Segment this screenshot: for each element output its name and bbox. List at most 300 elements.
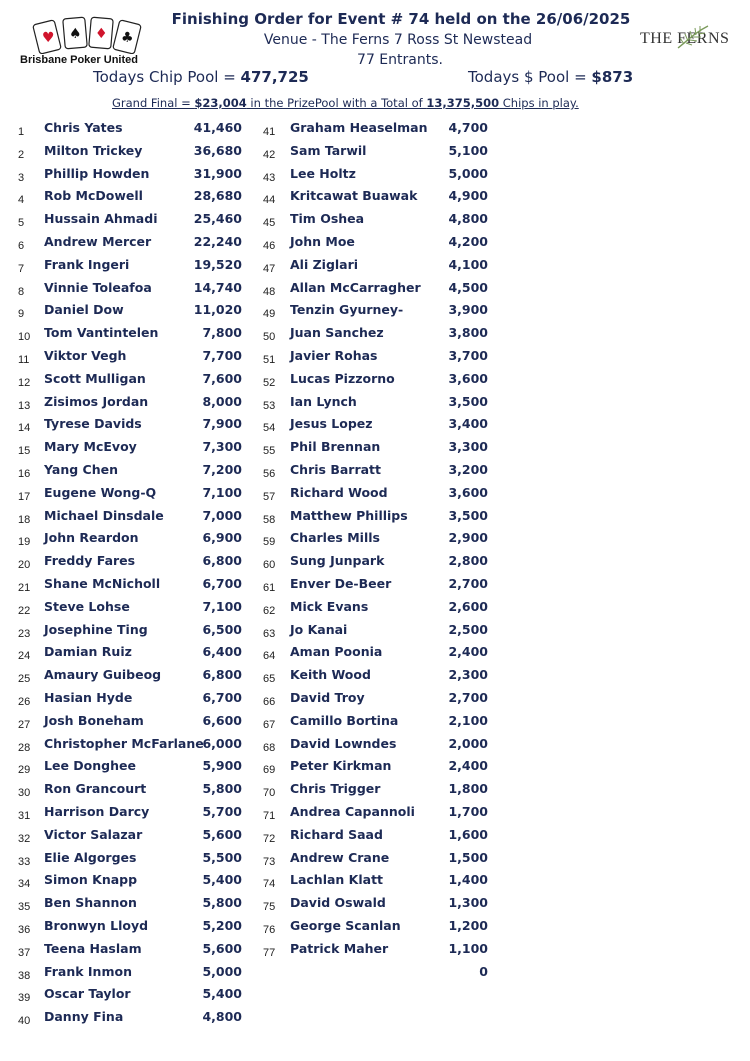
result-name: Lee Donghee — [44, 758, 136, 774]
result-name: Teena Haslam — [44, 940, 142, 956]
result-name: Javier Rohas — [290, 348, 378, 363]
result-row — [263, 280, 495, 302]
result-row — [18, 599, 248, 621]
result-name: Sung Junpark — [290, 553, 385, 569]
result-position: 51 — [263, 354, 276, 366]
result-chips: 3,700 — [448, 348, 488, 363]
result-name: Phillip Howden — [44, 165, 150, 181]
result-row — [263, 918, 495, 940]
result-row — [263, 302, 495, 324]
result-name: David Oswald — [290, 895, 386, 911]
result-position: 36 — [18, 924, 31, 936]
result-row — [18, 667, 248, 689]
result-name: Ben Shannon — [44, 895, 137, 911]
result-name: Mary McEvoy — [44, 439, 137, 455]
result-chips: 31,900 — [193, 165, 242, 181]
result-name: Camillo Bortina — [290, 712, 399, 728]
svg-text:♠: ♠ — [69, 26, 82, 42]
grand-final-line — [112, 96, 579, 110]
entrants-count: 77 Entrants. — [357, 52, 443, 68]
result-name: Mick Evans — [290, 598, 369, 614]
result-name: Frank Inmon — [44, 963, 132, 979]
result-row — [18, 325, 248, 347]
result-position: 23 — [18, 627, 31, 640]
result-chips: 1,600 — [448, 826, 488, 842]
result-position: 29 — [18, 764, 31, 777]
result-position: 71 — [263, 810, 276, 822]
chip-pool-label: Todays Chip Pool = — [93, 68, 241, 86]
result-name: George Scanlan — [290, 918, 401, 933]
playing-cards-icon — [28, 14, 148, 54]
result-name: Lucas Pizzorno — [290, 370, 395, 386]
result-row — [18, 508, 248, 530]
result-chips: 2,700 — [448, 576, 488, 591]
result-position: 57 — [263, 490, 276, 503]
result-chips: 1,700 — [448, 804, 488, 819]
result-name: Richard Saad — [290, 826, 383, 842]
result-position: 1 — [18, 126, 25, 138]
result-position: 70 — [263, 787, 276, 800]
result-row — [263, 188, 495, 210]
result-chips: 3,500 — [448, 507, 488, 523]
result-position: 37 — [18, 946, 31, 959]
result-row — [263, 804, 495, 826]
result-position: 69 — [263, 764, 276, 777]
result-chips: 2,500 — [448, 621, 488, 637]
result-row — [263, 576, 495, 598]
grand-final-chips: 13,375,500 — [426, 96, 500, 110]
result-chips: 41,460 — [193, 120, 242, 135]
result-row — [263, 827, 495, 849]
result-chips: 7,800 — [202, 325, 242, 341]
svg-text:♣: ♣ — [121, 30, 134, 46]
result-name: Christopher McFarlane — [44, 735, 204, 751]
result-row — [18, 257, 248, 279]
result-row — [263, 964, 495, 986]
result-name: Jesus Lopez — [290, 416, 373, 432]
result-row — [18, 416, 248, 438]
result-chips: 4,500 — [448, 279, 488, 295]
result-name: Josh Boneham — [44, 712, 144, 728]
venue-logo — [640, 30, 740, 54]
result-chips: 6,900 — [202, 530, 242, 546]
result-position: 25 — [18, 673, 31, 686]
result-name: Sam Tarwil — [290, 142, 367, 158]
result-position: 19 — [18, 536, 31, 549]
result-name: Scott Mulligan — [44, 370, 146, 386]
result-name: Bronwyn Lloyd — [44, 918, 149, 933]
result-name: Yang Chen — [44, 462, 118, 477]
svg-text:♦: ♦ — [95, 26, 108, 42]
result-chips: 5,500 — [202, 849, 242, 865]
result-row — [263, 758, 495, 780]
result-chips: 5,000 — [202, 963, 242, 979]
result-row — [18, 166, 248, 188]
result-position: 45 — [263, 217, 276, 230]
result-row — [263, 599, 495, 621]
result-row — [18, 280, 248, 302]
result-name: Tom Vantintelen — [44, 325, 159, 341]
result-name: Milton Trickey — [44, 142, 143, 158]
result-chips: 3,900 — [448, 302, 488, 318]
result-chips: 5,000 — [448, 165, 488, 181]
result-row — [18, 485, 248, 507]
result-chips: 5,800 — [202, 895, 242, 911]
result-chips: 2,900 — [448, 530, 488, 546]
result-chips: 3,800 — [448, 325, 488, 341]
result-chips: 4,700 — [448, 120, 488, 135]
result-name: Frank Ingeri — [44, 256, 130, 272]
result-chips: 5,700 — [202, 804, 242, 819]
result-chips: 6,700 — [202, 576, 242, 591]
result-name: Ali Ziglari — [290, 256, 359, 272]
result-row — [263, 234, 495, 256]
result-row — [263, 872, 495, 894]
result-row — [263, 143, 495, 165]
result-row — [18, 964, 248, 986]
result-chips: 2,700 — [448, 690, 488, 705]
result-position: 64 — [263, 650, 276, 663]
result-chips: 2,100 — [448, 712, 488, 728]
result-position: 31 — [18, 810, 31, 822]
result-position: 40 — [18, 1015, 31, 1028]
result-chips: 14,740 — [193, 279, 242, 295]
result-chips: 3,200 — [448, 462, 488, 477]
result-position: 44 — [263, 194, 276, 207]
result-name: Andrew Crane — [290, 849, 390, 865]
result-name: Victor Salazar — [44, 826, 143, 842]
result-row — [263, 120, 495, 142]
result-chips: 1,400 — [448, 872, 488, 888]
result-name: Andrew Mercer — [44, 234, 152, 249]
result-row — [18, 713, 248, 735]
result-chips: 7,100 — [202, 484, 242, 500]
result-chips: 3,600 — [448, 370, 488, 386]
result-name: Graham Heaselman — [290, 120, 428, 135]
result-row — [18, 918, 248, 940]
result-chips: 4,800 — [448, 211, 488, 227]
result-position: 60 — [263, 559, 276, 572]
result-chips: 3,300 — [448, 439, 488, 455]
result-name: Ian Lynch — [290, 393, 357, 409]
result-position: 13 — [18, 399, 31, 412]
result-name: Shane McNicholl — [44, 576, 161, 591]
result-chips: 19,520 — [193, 256, 242, 272]
result-name: Rob McDowell — [44, 188, 143, 204]
result-name: Hasian Hyde — [44, 690, 133, 705]
result-position: 52 — [263, 376, 276, 389]
result-name: Richard Wood — [290, 484, 388, 500]
result-row — [263, 644, 495, 666]
result-chips: 7,900 — [202, 416, 242, 432]
result-row — [18, 850, 248, 872]
result-row — [263, 781, 495, 803]
cash-pool-value: $873 — [591, 68, 634, 86]
result-row — [263, 257, 495, 279]
result-chips: 3,400 — [448, 416, 488, 432]
result-chips: 2,300 — [448, 667, 488, 683]
result-name: Patrick Maher — [290, 940, 389, 956]
result-name: Vinnie Toleafoa — [44, 279, 152, 295]
result-name: Harrison Darcy — [44, 804, 150, 819]
result-name: Tenzin Gyurney- — [290, 302, 404, 318]
result-position: 16 — [18, 468, 31, 480]
result-name: John Reardon — [44, 530, 139, 546]
cash-pool-label: Todays $ Pool = — [468, 68, 592, 86]
result-chips: 6,600 — [202, 712, 242, 728]
result-chips: 22,240 — [193, 234, 242, 249]
result-position: 54 — [263, 422, 276, 435]
venue-line: Venue - The Ferns 7 Ross St Newstead — [263, 32, 533, 48]
result-chips: 5,600 — [202, 826, 242, 842]
result-chips: 1,300 — [448, 895, 488, 911]
result-position: 53 — [263, 399, 276, 412]
result-row — [18, 758, 248, 780]
result-chips: 1,500 — [448, 849, 488, 865]
svg-text:♥: ♥ — [42, 30, 55, 46]
grand-final-suffix: Chips in play. — [499, 96, 579, 110]
result-name: Damian Ruiz — [44, 644, 132, 660]
chip-pool — [93, 68, 309, 86]
result-chips: 7,000 — [202, 507, 242, 523]
result-position: 18 — [18, 513, 31, 526]
result-position: 14 — [18, 422, 31, 435]
club-name: Brisbane Poker United — [20, 54, 138, 66]
result-position: 39 — [18, 992, 31, 1005]
result-name: Tim Oshea — [290, 211, 365, 227]
result-row — [263, 690, 495, 712]
result-row — [263, 895, 495, 917]
result-position: 62 — [263, 604, 276, 617]
result-chips: 4,800 — [202, 1009, 242, 1025]
page-title: Finishing Order for Event # 74 held on the 26/06/2025 — [171, 10, 631, 28]
result-position: 32 — [18, 832, 31, 845]
result-row — [18, 394, 248, 416]
result-row — [263, 439, 495, 461]
result-row — [263, 553, 495, 575]
result-row — [263, 530, 495, 552]
result-row — [18, 439, 248, 461]
result-position: 15 — [18, 445, 31, 458]
result-chips: 11,020 — [193, 302, 242, 318]
result-position: 28 — [18, 741, 31, 754]
result-chips: 7,100 — [202, 598, 242, 614]
result-row — [263, 485, 495, 507]
result-row — [18, 644, 248, 666]
result-row — [18, 622, 248, 644]
result-chips: 2,400 — [448, 644, 488, 660]
result-row — [18, 211, 248, 233]
result-chips: 0 — [479, 963, 488, 979]
cash-pool — [468, 68, 633, 86]
result-row — [18, 781, 248, 803]
result-name: Kritcawat Buawak — [290, 188, 418, 204]
result-position: 30 — [18, 787, 31, 800]
result-row — [18, 804, 248, 826]
grand-final-amount: $23,004 — [194, 96, 247, 110]
result-row — [263, 713, 495, 735]
result-name: Lee Holtz — [290, 165, 356, 181]
result-position: 42 — [263, 148, 276, 161]
result-row — [18, 872, 248, 894]
result-name: Zisimos Jordan — [44, 393, 149, 409]
result-name: John Moe — [290, 234, 355, 249]
result-name: David Troy — [290, 690, 365, 705]
result-row — [18, 530, 248, 552]
result-position: 49 — [263, 308, 276, 321]
result-row — [263, 622, 495, 644]
result-chips: 8,000 — [202, 393, 242, 409]
result-row — [18, 736, 248, 758]
result-position: 38 — [18, 969, 31, 982]
result-position: 76 — [263, 924, 276, 936]
result-row — [18, 462, 248, 484]
result-name: Simon Knapp — [44, 872, 138, 888]
result-chips: 2,400 — [448, 758, 488, 774]
result-chips: 5,400 — [202, 872, 242, 888]
result-name: Josephine Ting — [44, 621, 148, 637]
result-chips: 6,800 — [202, 553, 242, 569]
result-position: 21 — [18, 582, 31, 594]
result-row — [263, 667, 495, 689]
result-position: 35 — [18, 901, 31, 914]
result-name: Andrea Capannoli — [290, 804, 415, 819]
result-chips: 6,400 — [202, 644, 242, 660]
result-position: 11 — [18, 354, 30, 366]
result-chips: 7,200 — [202, 462, 242, 477]
result-row — [18, 371, 248, 393]
result-row — [18, 895, 248, 917]
result-chips: 1,800 — [448, 781, 488, 797]
result-position: 17 — [18, 490, 31, 503]
result-position: 55 — [263, 445, 276, 458]
result-name: Freddy Fares — [44, 553, 136, 569]
result-name: Elie Algorges — [44, 849, 137, 865]
result-name: Charles Mills — [290, 530, 380, 546]
result-name: Matthew Phillips — [290, 507, 408, 523]
result-position: 22 — [18, 604, 31, 617]
result-row — [263, 348, 495, 370]
result-row — [263, 211, 495, 233]
result-name: Aman Poonia — [290, 644, 383, 660]
result-chips: 6,500 — [202, 621, 242, 637]
result-row — [18, 827, 248, 849]
result-name: Hussain Ahmadi — [44, 211, 158, 227]
result-row — [18, 143, 248, 165]
result-position: 7 — [18, 262, 25, 275]
result-chips: 4,200 — [448, 234, 488, 249]
result-position: 65 — [263, 673, 276, 686]
result-row — [263, 166, 495, 188]
result-row — [18, 690, 248, 712]
result-position: 12 — [18, 376, 31, 389]
result-row — [18, 348, 248, 370]
result-chips: 2,000 — [448, 735, 488, 751]
result-position: 66 — [263, 696, 276, 708]
result-position: 26 — [18, 696, 31, 708]
result-position: 8 — [18, 285, 25, 298]
result-row — [18, 234, 248, 256]
result-position: 48 — [263, 285, 276, 298]
result-chips: 6,700 — [202, 690, 242, 705]
grand-final-prefix: Grand Final = — [112, 96, 195, 110]
result-row — [18, 302, 248, 324]
result-name: Oscar Taylor — [44, 986, 131, 1002]
result-chips: 5,600 — [202, 940, 242, 956]
result-position: 75 — [263, 901, 276, 914]
result-name: Lachlan Klatt — [290, 872, 384, 888]
result-chips: 4,900 — [448, 188, 488, 204]
result-chips: 1,100 — [448, 940, 488, 956]
result-name: Phil Brennan — [290, 439, 381, 455]
result-row — [263, 394, 495, 416]
result-row — [18, 188, 248, 210]
result-row — [263, 850, 495, 872]
result-name: Daniel Dow — [44, 302, 124, 318]
result-position: 6 — [18, 240, 25, 252]
result-position: 10 — [18, 331, 31, 344]
result-position: 33 — [18, 855, 31, 868]
result-chips: 6,000 — [202, 735, 242, 751]
result-position: 24 — [18, 650, 31, 663]
result-row — [263, 325, 495, 347]
result-row — [263, 416, 495, 438]
result-position: 5 — [18, 217, 25, 230]
result-name: Allan McCarragher — [290, 279, 421, 295]
result-name: Keith Wood — [290, 667, 371, 683]
result-position: 4 — [18, 194, 25, 207]
result-position: 68 — [263, 741, 276, 754]
result-chips: 28,680 — [193, 188, 242, 204]
result-position: 61 — [263, 582, 276, 594]
result-row — [18, 553, 248, 575]
result-row — [18, 120, 248, 142]
result-position: 2 — [18, 148, 25, 161]
result-position: 34 — [18, 878, 31, 891]
result-name: Chris Barratt — [290, 462, 381, 477]
result-row — [263, 941, 495, 963]
result-name: Amaury Guibeog — [44, 667, 162, 683]
result-position: 56 — [263, 468, 276, 480]
club-logo — [14, 12, 164, 68]
fern-icon — [676, 24, 710, 50]
result-position: 63 — [263, 627, 276, 640]
result-position: 59 — [263, 536, 276, 549]
result-name: Jo Kanai — [290, 621, 348, 637]
result-name: Eugene Wong-Q — [44, 484, 157, 500]
result-position: 74 — [263, 878, 276, 891]
result-row — [18, 941, 248, 963]
result-position: 43 — [263, 171, 276, 184]
grand-final-middle: in the PrizePool with a Total of — [246, 96, 427, 110]
result-chips: 6,800 — [202, 667, 242, 683]
result-name: Juan Sanchez — [290, 325, 384, 341]
result-chips: 25,460 — [193, 211, 242, 227]
result-chips: 2,600 — [448, 598, 488, 614]
result-position: 20 — [18, 559, 31, 572]
result-position: 47 — [263, 262, 276, 275]
venue-logo-text: THE FERNS — [640, 30, 730, 47]
result-name: Enver De-Beer — [290, 576, 392, 591]
result-chips: 5,200 — [202, 918, 242, 933]
result-name: Chris Yates — [44, 120, 123, 135]
result-chips: 3,600 — [448, 484, 488, 500]
result-row — [263, 508, 495, 530]
result-name: Michael Dinsdale — [44, 507, 164, 523]
result-row — [263, 371, 495, 393]
result-chips: 2,800 — [448, 553, 488, 569]
result-row — [18, 576, 248, 598]
